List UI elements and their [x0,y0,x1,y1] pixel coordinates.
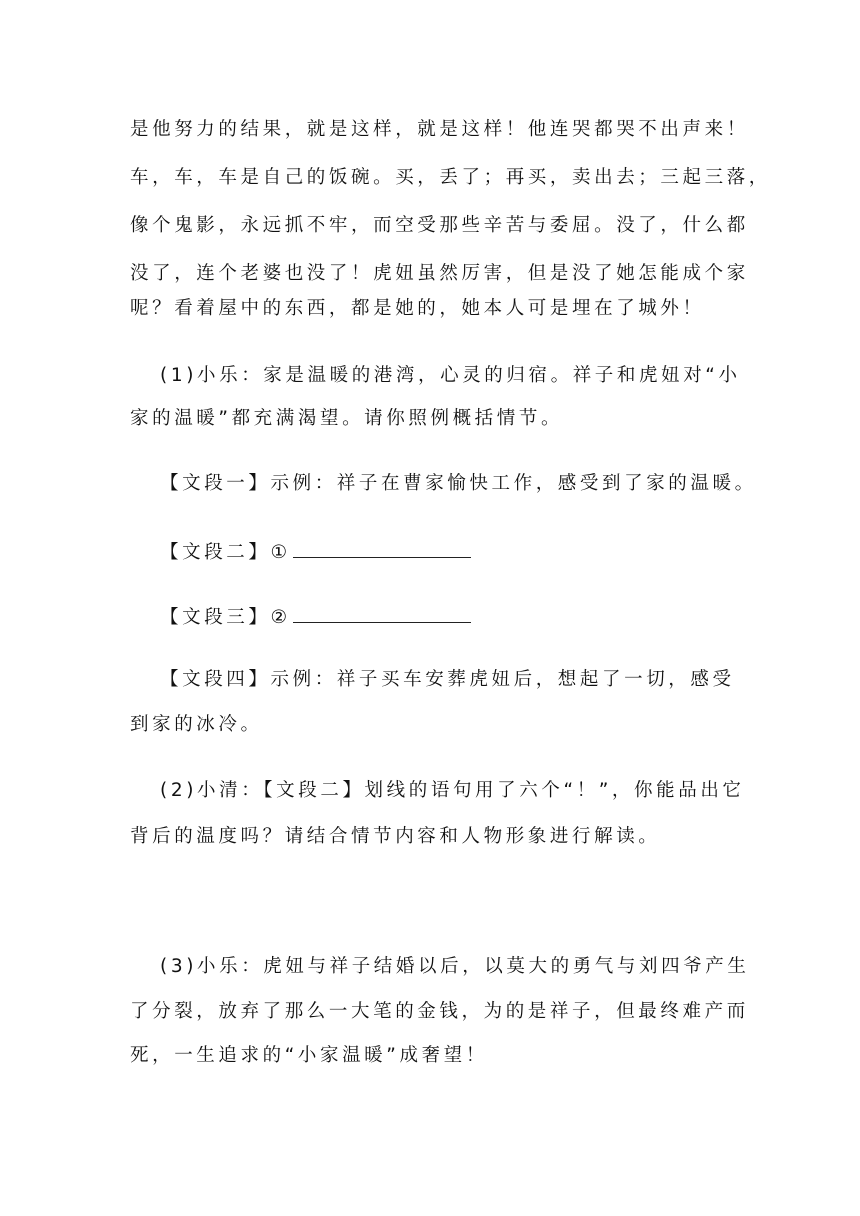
question-3-line: 死，一生追求的“小家温暖”成奢望！ [130,1045,488,1066]
section-1-example: 【文段一】示例：祥子在曹家愉快工作，感受到了家的温暖。 [160,473,757,494]
question-2-line: (2)小清：【文段二】划线的语句用了六个“！”，你能品出它 [160,780,745,801]
section-2-answer [160,539,770,565]
passage-line: 是他努力的结果，就是这样，就是这样！他连哭都哭不出声来！ [130,119,749,140]
passage-line: 像个鬼影，永远抓不牢，而空受那些辛苦与委屈。没了，什么都 [130,215,749,236]
passage-line: 没了，连个老婆也没了！虎妞虽然厉害，但是没了她怎能成个家 [130,263,749,284]
section-3-answer [160,604,770,630]
question-2-line: 背后的温度吗？请结合情节内容和人物形象进行解读。 [130,826,661,847]
question-1-line: 家的温暖”都充满渴望。请你照例概括情节。 [130,408,564,429]
section-2-label: 【文段二】① [160,542,291,563]
question-3-line: 了分裂，放弃了那么一大笔的金钱，为的是祥子，但最终难产而 [130,1001,749,1022]
passage-line: 车，车，车是自己的饭碗。买，丢了；再买，卖出去；三起三落， [130,167,771,188]
question-3-line: (3)小乐：虎妞与祥子结婚以后，以莫大的勇气与刘四爷产生 [160,956,750,977]
answer-blank-2[interactable] [293,604,471,623]
section-4-example: 【文段四】示例：祥子买车安葬虎妞后，想起了一切，感受 [160,669,735,690]
section-3-label: 【文段三】② [160,607,291,628]
question-1-line: (1)小乐：家是温暖的港湾，心灵的归宿。祥子和虎妞对“小 [160,365,741,386]
answer-blank-1[interactable] [293,539,471,558]
section-4-example-cont: 到家的冰冷。 [130,714,263,735]
passage-line: 呢？看着屋中的东西，都是她的，她本人可是埋在了城外！ [130,298,705,319]
